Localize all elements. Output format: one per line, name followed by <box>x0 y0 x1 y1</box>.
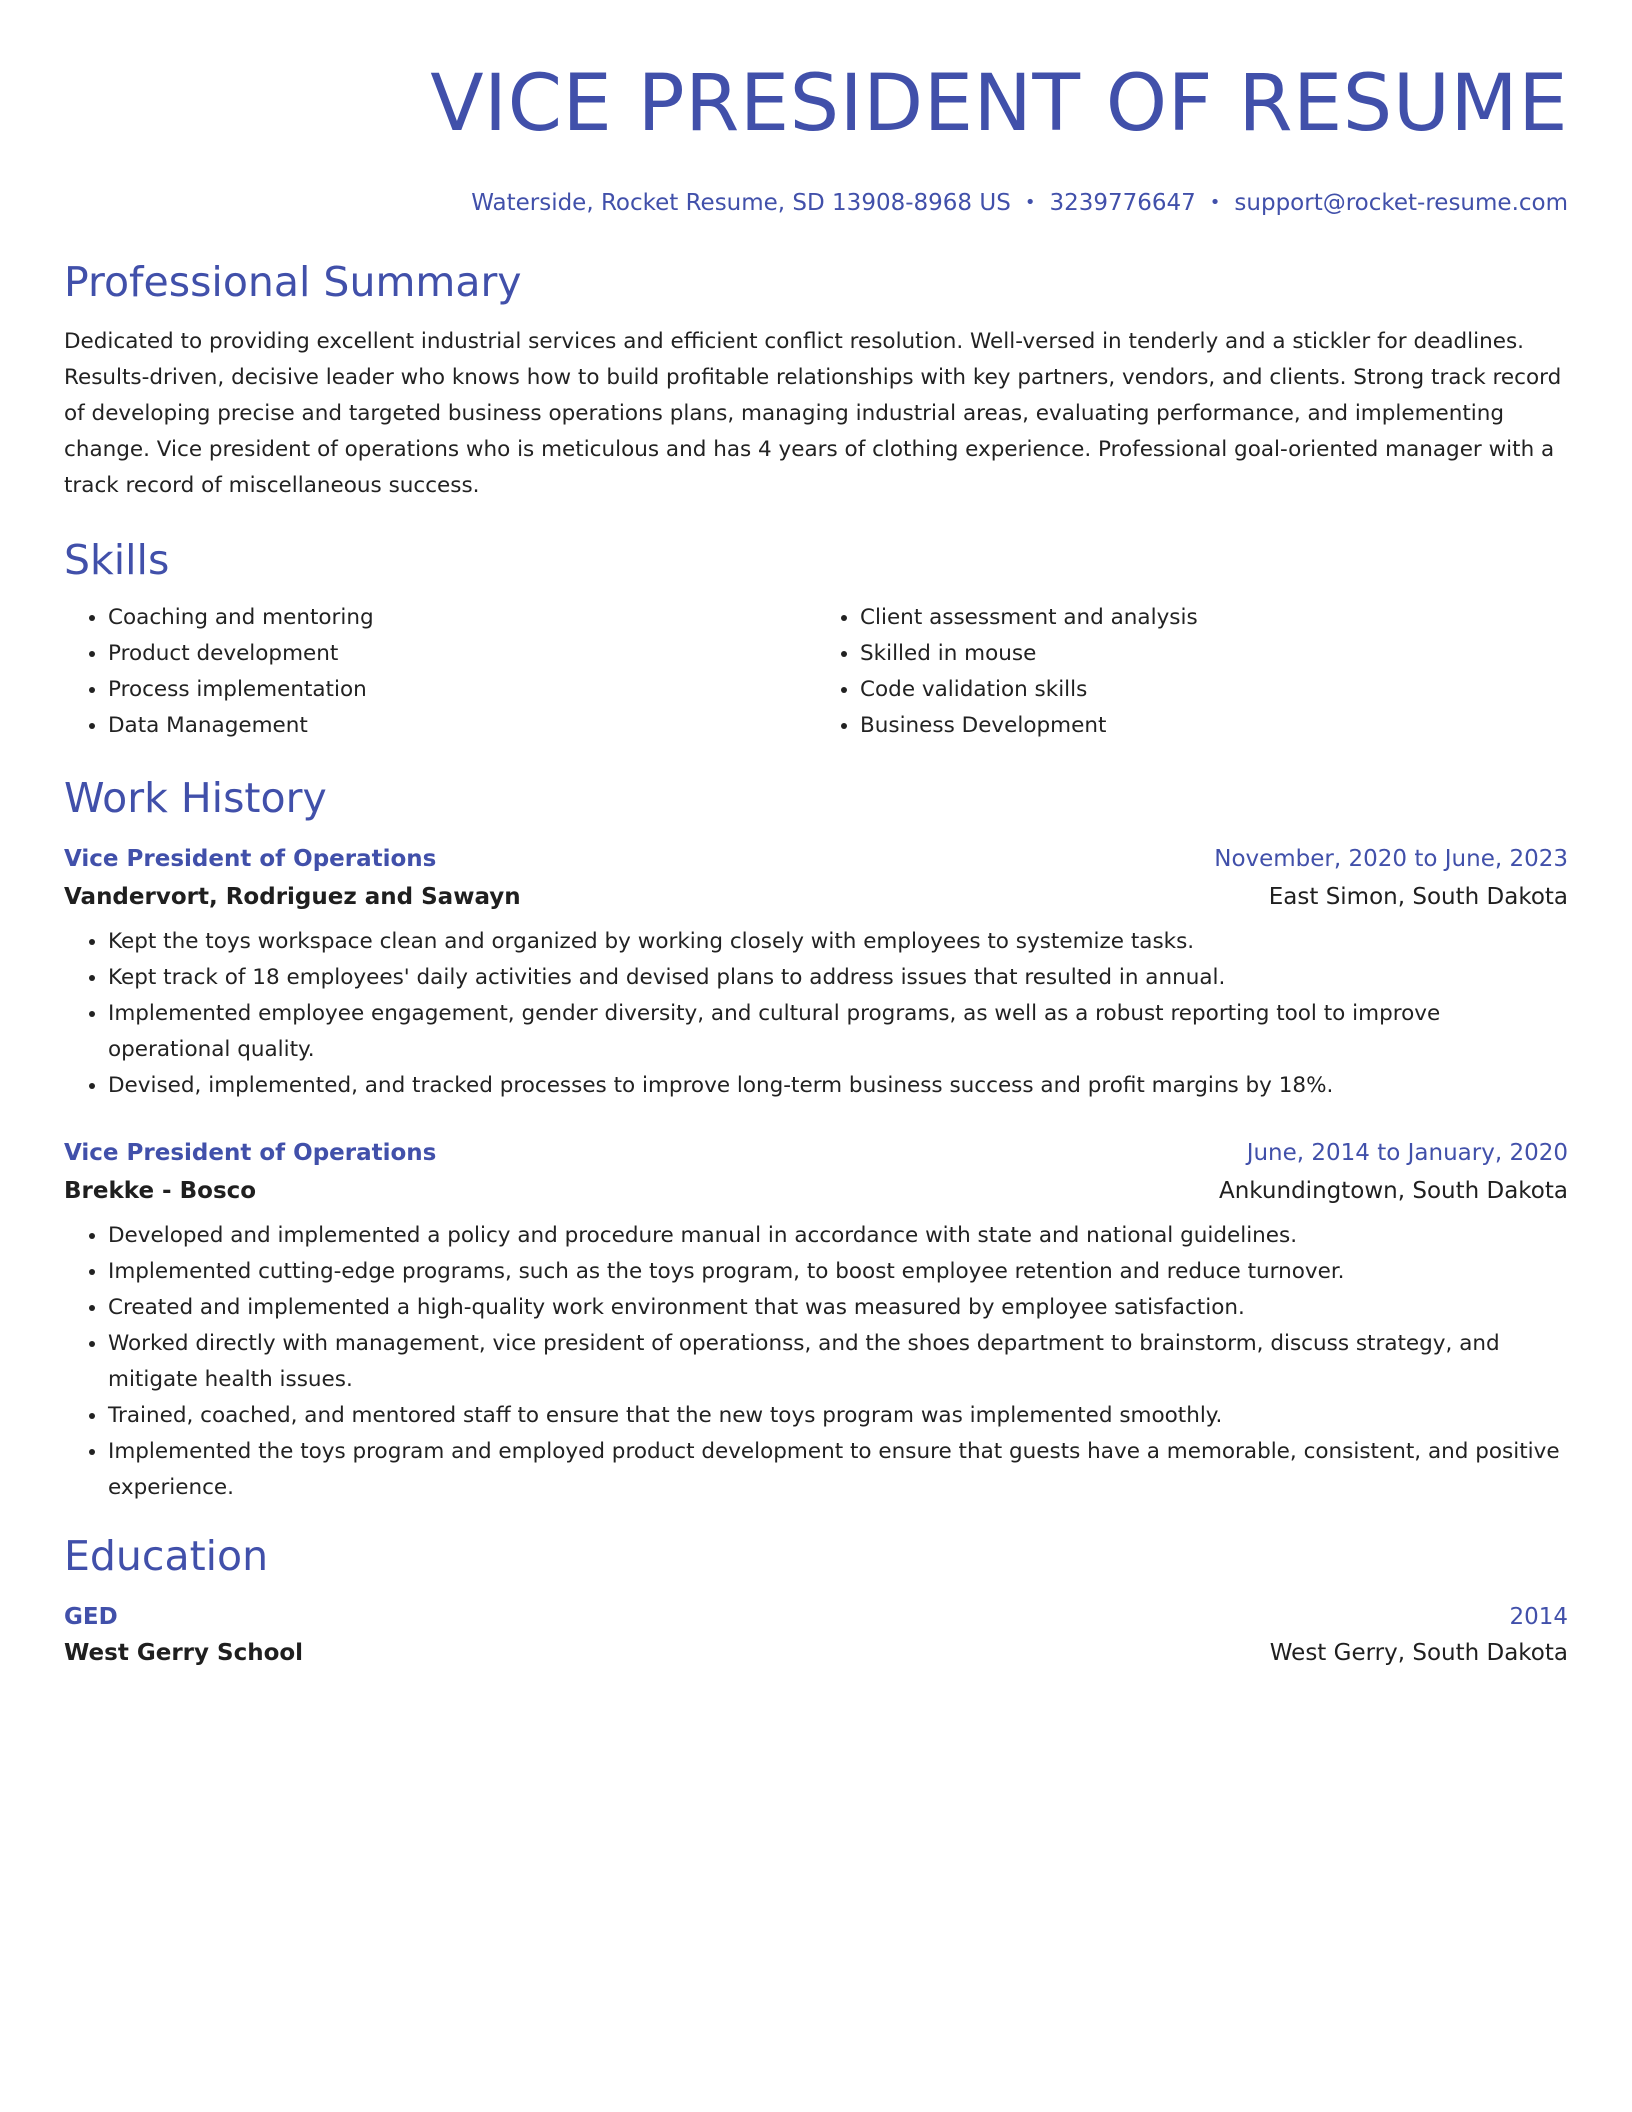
job-bullet: • Implemented employee engagement, gender diversity, and cultural programs, as well as a robust reporting tool to improve operational quality. <box>108 996 1568 1068</box>
skill-item: • Code validation skills <box>860 672 1568 708</box>
summary-text: Dedicated to providing excellent industrial services and efficient conflict resolution. Well-versed in tenderly and a stickler for deadlines. Results-driven, decisive leader who knows how to build profitable relationships with key partners, vendors, and clients. Strong track record of developing precise and targeted business operations plans, managing industrial areas, evaluating performance, and implementing change. Vice president of operations who is meticulous and has 4 years of clothing experience. Professional goal-oriented manager with a track record of miscellaneous success. <box>64 329 1562 498</box>
job-location: Ankundingtown, South Dakota <box>1219 1178 1568 1204</box>
skill-item: • Client assessment and analysis <box>860 600 1568 636</box>
skills-list <box>64 600 1568 744</box>
skill-item: • Product development <box>108 636 816 672</box>
job-dates: June, 2014 to January, 2020 <box>1246 1140 1568 1166</box>
contact-address: Waterside, Rocket Resume, SD 13908-8968 US <box>471 190 1011 216</box>
candidate-name: VICE PRESIDENT OF RESUME <box>430 59 1568 149</box>
job-bullets <box>64 1218 1568 1506</box>
job-bullet: • Devised, implemented, and tracked processes to improve long-term business success and profit margins by 18%. <box>108 1068 1568 1104</box>
company-name: Brekke - Bosco <box>64 1178 257 1204</box>
skills-heading: Skills <box>64 536 170 584</box>
contact-separator: • <box>1024 192 1036 213</box>
job-entry <box>64 1140 1568 1506</box>
contact-email: support@rocket-resume.com <box>1234 190 1568 216</box>
job-bullet: • Developed and implemented a policy and procedure manual in accordance with state and national guidelines. <box>108 1218 1568 1254</box>
company-name: Vandervort, Rodriguez and Sawayn <box>64 884 521 910</box>
degree: GED <box>64 1604 118 1630</box>
school-name: West Gerry School <box>64 1640 304 1666</box>
work-history-heading: Work History <box>64 774 327 822</box>
job-bullet: • Trained, coached, and mentored staff to ensure that the new toys program was implemented smoothly. <box>108 1398 1568 1434</box>
contact-line <box>64 190 1568 216</box>
skill-item: • Data Management <box>108 708 816 744</box>
school-location: West Gerry, South Dakota <box>1269 1640 1568 1666</box>
job-bullet: • Implemented the toys program and employed product development to ensure that guests have a memorable, consistent, and positive experience. <box>108 1434 1568 1506</box>
job-location: East Simon, South Dakota <box>1268 884 1568 910</box>
job-bullets <box>64 924 1568 1104</box>
skill-item: • Coaching and mentoring <box>108 600 816 636</box>
skill-item: • Process implementation <box>108 672 816 708</box>
job-entry <box>64 846 1568 1104</box>
job-bullet: • Kept the toys workspace clean and organized by working closely with employees to systemize tasks. <box>108 924 1568 960</box>
job-title: Vice President of Operations <box>64 846 437 872</box>
skill-item: • Business Development <box>860 708 1568 744</box>
skills-column-right <box>816 600 1568 744</box>
job-dates: November, 2020 to June, 2023 <box>1214 846 1568 872</box>
job-bullet: • Worked directly with management, vice president of operationss, and the shoes department to brainstorm, discuss strategy, and mitigate health issues. <box>108 1326 1568 1398</box>
contact-phone: 3239776647 <box>1049 190 1196 216</box>
summary-heading: Professional Summary <box>64 258 522 306</box>
job-title: Vice President of Operations <box>64 1140 437 1166</box>
job-bullet: • Implemented cutting-edge programs, such as the toys program, to boost employee retention and reduce turnover. <box>108 1254 1568 1290</box>
job-bullet: • Created and implemented a high-quality work environment that was measured by employee satisfaction. <box>108 1290 1568 1326</box>
skills-column-left <box>64 600 816 744</box>
education-heading: Education <box>64 1532 269 1580</box>
job-bullet: • Kept track of 18 employees' daily activities and devised plans to address issues that resulted in annual. <box>108 960 1568 996</box>
skill-item: • Skilled in mouse <box>860 636 1568 672</box>
graduation-year: 2014 <box>1509 1604 1568 1630</box>
contact-separator: • <box>1209 192 1221 213</box>
